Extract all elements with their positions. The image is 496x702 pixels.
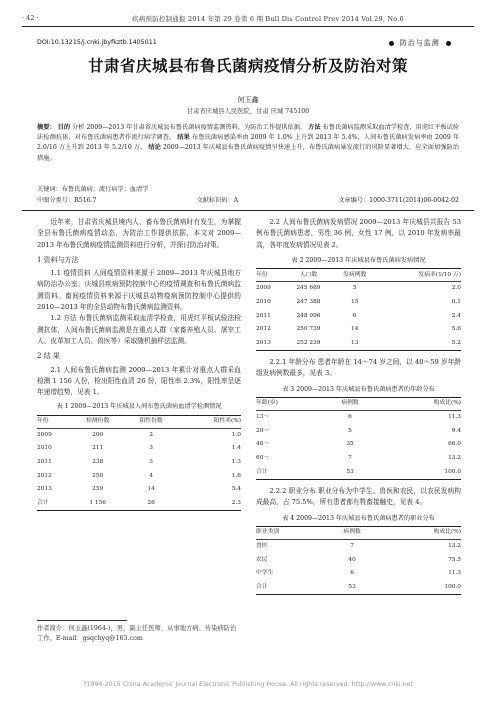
table1	[37, 415, 241, 512]
methods-label: 方法	[308, 124, 321, 131]
intro-paragraph: 近年来，甘肃省庆城县境内人、畜布鲁氏菌病时有发生，为掌握全县布鲁氏菌病疫情动态，为防治工作提供依据，本文对 2009—2013 年布鲁氏菌病疫情监测资料进行分析，并探讨防治对策。	[37, 218, 241, 249]
table-cell: 66.0	[448, 441, 461, 448]
table-header-cell: 病例数	[323, 398, 376, 411]
table-cell: 13～	[256, 414, 270, 421]
conclusion-text: 2009—2013 年庆城县布鲁氏菌病疫情呈快速上升，布鲁氏菌病暴发流行的风险显著增大，应全面加强防治措施。	[37, 144, 460, 162]
table-header-cell: 病例数	[326, 526, 378, 539]
left-column	[37, 217, 241, 511]
section-heading: 1 资料与方法	[37, 255, 79, 264]
table-cell: 100.0	[377, 465, 461, 479]
conclusion-label: 结论	[148, 144, 161, 152]
bullet-icon	[446, 41, 451, 46]
table-cell: 259	[92, 486, 104, 493]
table-cell: 26	[124, 497, 177, 511]
table-row	[256, 425, 461, 439]
document-code: 文献标识码：A	[196, 197, 239, 204]
table-cell: 40～	[256, 441, 270, 448]
table-row	[256, 567, 461, 581]
abstract-label: 摘要：	[37, 124, 56, 131]
table-cell: 53	[326, 581, 378, 595]
table-header-cell: 年份	[256, 269, 285, 282]
table-row	[256, 438, 461, 452]
table-row	[37, 497, 241, 511]
results-label: 结果	[177, 134, 190, 142]
table-cell: 2009	[256, 285, 271, 292]
table-cell: 13.2	[448, 543, 461, 550]
footnote-rule	[37, 620, 127, 621]
table-cell: 40	[348, 556, 356, 563]
table-cell: 2009	[37, 431, 52, 438]
section-heading: 2 结 果	[37, 352, 60, 361]
table-cell: 2012	[256, 326, 271, 333]
table-cell: 1.4	[231, 445, 241, 452]
table1-caption: 表 1 2009—2013 年庆城县人间布鲁氏菌病血清学检测情况	[56, 403, 222, 411]
table-cell: 1.0	[231, 431, 241, 438]
table-cell: 211	[92, 445, 104, 452]
table-cell: 1.6	[231, 472, 241, 479]
abstract	[37, 123, 459, 164]
table-cell: 5	[352, 285, 357, 292]
table-cell: 农民	[256, 556, 268, 563]
header-rule	[22, 26, 474, 27]
table-cell: 6	[352, 312, 357, 319]
table-cell: 6.1	[451, 298, 461, 305]
table-cell: 248 996	[296, 312, 321, 319]
paragraph-1-2: 1.2 方法 布鲁氏菌病监测采取血清学检查，用虎红平板试验法检测抗体，人间布鲁氏菌病监测是在重点人群（家畜养殖人员、屠宰工人、皮革加工人员、兽医等）采取随机抽样法监测。	[37, 314, 241, 345]
page-number: · 42 ·	[22, 14, 39, 22]
article-number: 文章编号：1000-3711(2014)06-0042-02	[338, 197, 459, 204]
table-header-cell: 职业类别	[256, 526, 326, 539]
table-row	[37, 428, 241, 442]
bullet-icon	[389, 41, 394, 46]
table-row	[256, 323, 461, 337]
table-row	[256, 581, 461, 595]
methods-text: 布鲁氏菌病监测采取血清学检查，用虎红平板试验法检测抗体，对布鲁氏菌病患者作流行病学调查。	[37, 124, 460, 142]
table-header-cell: 阳性份数	[124, 415, 177, 428]
table-cell: 245 669	[296, 285, 321, 292]
table-cell: 2012	[37, 472, 52, 479]
table-cell: 20～	[256, 427, 270, 434]
section-label	[386, 38, 454, 48]
table-row	[256, 296, 461, 310]
table-cell: 4	[149, 472, 153, 479]
table-header-cell: 检测份数	[71, 415, 124, 428]
table-cell: 100.0	[378, 581, 461, 595]
paragraph-2-2-1: 2.2.1 年龄分布 患者年龄在 14～74 岁之间，以 40～59 岁年龄组发病例数最多，见表 3。	[256, 358, 461, 378]
table-header-cell: 年份	[37, 415, 71, 428]
table-cell: 1 156	[71, 497, 124, 511]
table-cell: 13.2	[448, 454, 461, 461]
table-cell: 合计	[37, 497, 71, 511]
objective-label: 目的	[57, 124, 71, 131]
table-cell: 2.4	[451, 312, 461, 319]
table-cell: 2011	[37, 459, 52, 466]
table-row	[256, 337, 461, 351]
doi: DOI:10.13215/j.cnki.jbyfkztb.1405011	[37, 39, 157, 46]
objective-text: 分析 2009—2013 年甘肃省庆城县布鲁氏菌病疫情监测资料，为防治工作提供依据。	[72, 124, 307, 131]
table-header-cell: 年龄(岁)	[256, 398, 323, 411]
table-header-row	[256, 269, 461, 282]
table-cell: 中学生	[256, 570, 274, 577]
table-cell: 9.4	[451, 427, 461, 434]
table-cell: 2010	[37, 445, 52, 452]
table-cell: 6	[348, 414, 352, 421]
table-cell: 5.4	[231, 486, 241, 493]
table-row	[37, 470, 241, 484]
table-cell: 2010	[256, 298, 271, 305]
article-title: 甘肃省庆城县布鲁氏菌病疫情分析及防治对策	[87, 56, 408, 75]
table-header-cell: 构成比(%)	[377, 398, 461, 411]
table-cell: 合计	[256, 465, 323, 479]
table-header-cell: 发病例数	[332, 269, 378, 282]
copyright-footer: ?1994-2015 China Academic Journal Electronic Publishing House. All rights reserved. http://www.cnki.net	[82, 681, 414, 688]
table-cell: 5.6	[451, 326, 461, 333]
table-row	[37, 456, 241, 470]
table-row	[256, 554, 461, 568]
table-cell: 238	[92, 459, 104, 466]
table-header-cell: 构成比(%)	[378, 526, 461, 539]
keywords: 关键词：布鲁氏菌病；流行病学；血清学	[37, 186, 149, 193]
table-row	[256, 282, 461, 296]
table-row	[256, 465, 461, 479]
table2-caption: 表 2 2009—2013 年庆城县布鲁氏菌病发病情况	[291, 256, 426, 264]
table-cell: 2013	[256, 337, 285, 351]
table4	[256, 526, 461, 595]
table-row	[256, 452, 461, 466]
right-column	[256, 217, 461, 595]
table-cell: 11.3	[448, 570, 461, 577]
table-cell: 7	[348, 454, 352, 461]
table-row	[37, 442, 241, 456]
affiliation: 甘肃省庆城县人民医院，甘肃 庆城 745100	[186, 108, 310, 115]
table-cell: 7	[350, 543, 354, 550]
table-header-cell: 发病率(1/10 万)	[377, 269, 461, 282]
table-cell: 60～	[256, 454, 270, 461]
table-cell: 15	[351, 298, 359, 305]
table-cell: 11.3	[448, 414, 461, 421]
table-cell: 合计	[256, 581, 326, 595]
table2	[256, 268, 461, 351]
table-row	[256, 309, 461, 323]
table-header-row	[37, 415, 241, 428]
table-row	[256, 539, 461, 553]
table-cell: 2	[149, 431, 153, 438]
paragraph-2-1: 2.1 人间布鲁氏菌病监测 2009—2013 年累计对重点人群采血检测 1 156 人份，检出阳性血清 26 份，阳性率 2.3%，阳性率呈逐年递增趋势，见表 1。	[37, 365, 241, 397]
table-cell: 6	[350, 570, 354, 577]
table-cell: 200	[92, 431, 104, 438]
classification-line	[37, 195, 459, 204]
table-cell: 250	[92, 472, 104, 479]
table-header-cell: 人口数	[285, 269, 332, 282]
paragraph-2-2: 2.2 人间布鲁氏菌病发病情况 2009—2013 年庆城县共报告 53 例布鲁氏菌病患者，男性 36 例，女性 17 例，以 2010 年发病率最高，各年度发病情况见表 2。	[256, 218, 461, 249]
table-cell: 75.5	[448, 556, 461, 563]
table3-caption: 表 3 2009—2013 年庆城县布鲁氏菌病患者的年龄分布	[282, 385, 435, 393]
table-cell: 252 239	[285, 337, 332, 351]
running-header	[22, 14, 474, 23]
table-cell: 5	[348, 427, 352, 434]
table-cell: 1.3	[231, 459, 241, 466]
table-cell: 250 739	[296, 326, 321, 333]
results-text: 布鲁氏菌病感染率由 2009 年 1.0% 上升到 2013 年 5.4%，人间布鲁氏菌病发病率由 2009 年 2.0/10 万上升到 2013 年 5.2/10 万。	[37, 134, 460, 152]
table-cell: 53	[323, 465, 376, 479]
table-cell: 3	[149, 459, 153, 466]
table-cell: 14	[147, 486, 155, 493]
section-text: 防治与监测	[399, 39, 440, 47]
table-cell: 247 388	[296, 298, 321, 305]
abstract-rule	[22, 210, 474, 211]
table-cell: 5.2	[377, 337, 461, 351]
table-cell: 2.3	[178, 497, 241, 511]
table-cell: 13	[332, 337, 378, 351]
author-footnote: 作者简介：何玉鑫(1964-)，男，副主任医师，从事地方病、传染病防治工作。E-mail：gsqchyq@163.com	[37, 625, 237, 642]
table-row	[256, 411, 461, 425]
table-cell: 35	[346, 441, 354, 448]
table-row	[37, 483, 241, 497]
table-cell: 2.0	[451, 285, 461, 292]
table-header-row	[256, 398, 461, 411]
table-header-row	[256, 526, 461, 539]
table-cell: 3	[149, 445, 153, 452]
class-number: 中图分类号：R516.7	[37, 197, 97, 204]
paragraph-2-2-2: 2.2.2 职业分布 职业分布为中学生、兽医和农民，以农民发病构成最高，占 75.5%，所有患者都有牲畜接触史，见表 4。	[256, 487, 461, 507]
paragraph-1-1: 1.1 疫情资料 人间疫情资料来源于 2009—2013 年庆城县地方病防治办公室、庆城县疾病预防控制中心的疫情调查和布鲁氏菌病监测资料。畜间疫情资料来源于庆城县动物疫病预防控制中心提供的 2010—2013 年的全县动物布鲁氏菌病监测资料。	[37, 269, 241, 312]
author: 何玉鑫	[237, 96, 259, 104]
table-cell: 2013	[37, 486, 52, 493]
table-cell: 2011	[256, 312, 271, 319]
table4-caption: 表 4 2009—2013 年庆城县布鲁氏菌病患者的职业分布	[282, 514, 435, 522]
table3	[256, 397, 461, 480]
table-cell: 兽医	[256, 543, 268, 550]
journal-info: 疾病预防控制通报 2014 年第 29 卷第 6 期 Bull Dis Control Prev 2014 Vol.29, No.6	[132, 15, 404, 23]
table-cell: 14	[351, 326, 359, 333]
table-header-cell: 阳性率(%)	[178, 415, 241, 428]
